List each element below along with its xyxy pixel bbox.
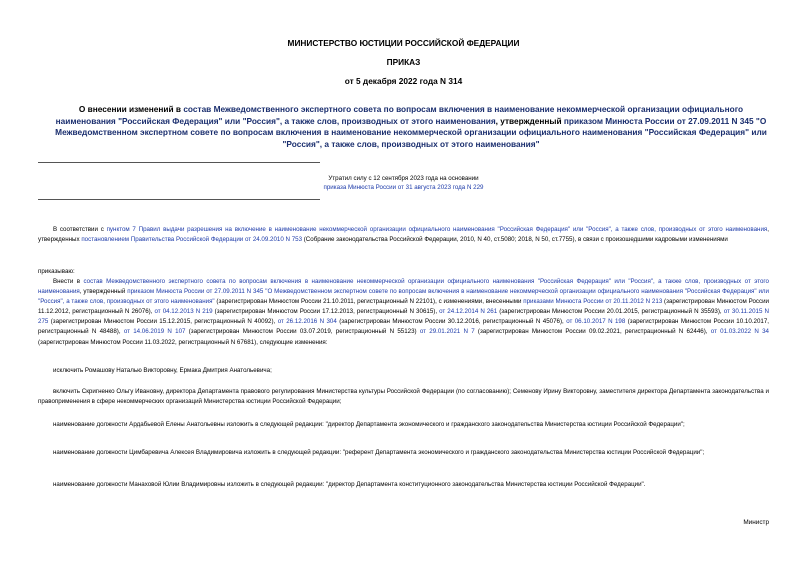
title-prefix: О внесении изменений в bbox=[78, 104, 184, 114]
main-text-5: (зарегистрирован Минюстом России 17.12.2013, регистрационный N 30615), bbox=[212, 308, 440, 316]
main-text-3: (зарегистрирован Минюстом России 21.10.2011, регистрационный N 22101), с изменениями, внесенными bbox=[214, 298, 524, 306]
main-link-order-198[interactable]: от 06.10.2017 N 198 bbox=[566, 318, 626, 326]
main-link-order-34[interactable]: от 01.03.2022 N 34 bbox=[710, 328, 769, 336]
order-word: приказываю: bbox=[38, 268, 75, 275]
main-link-order-275[interactable]: от 30.11.2015 N 275 bbox=[38, 308, 769, 326]
main-link-order-107[interactable]: от 14.06.2019 N 107 bbox=[123, 328, 186, 336]
list-item: включить Скригненко Ольгу Ивановну, директора Департамента правового регулирования Министерства культуры Российской Федерации (по согласованию); Семенову Ирину Викторовну, заместителя директора Департамента законодательства и правоприменения в сфере некоммерческих организаций Министерства юстиции Российской Федерации; bbox=[38, 388, 769, 406]
preamble-paragraph bbox=[38, 225, 769, 245]
main-text-1: Внести в bbox=[53, 278, 84, 285]
document-date-number: от 5 декабря 2022 года N 314 bbox=[344, 76, 463, 86]
document-title bbox=[50, 104, 772, 150]
main-text-8: (зарегистрирован Минюстом России 30.12.2016, регистрационный N 45076), bbox=[336, 318, 567, 326]
expiry-link[interactable]: приказа Минюста России от 31 августа 2023 года N 229 bbox=[323, 184, 484, 191]
main-text-2: , утвержденный bbox=[79, 288, 128, 296]
main-text-4: (зарегистрирован Минюстом России 11.12.2012, регистрационный N 26076), bbox=[38, 298, 769, 316]
main-link-order-261[interactable]: от 24.12.2014 N 261 bbox=[439, 308, 498, 316]
preamble-link-rules[interactable]: Правил выдачи разрешения на включение в наименование некоммерческой организации официального наименования "Российская Федерация" или "Россия", а также слов, производных от этого наименования bbox=[138, 226, 768, 233]
list-item: исключить Ромашову Наталью Викторовну, Ермака Дмитрия Анатольевича; bbox=[53, 367, 272, 374]
main-text-12: (зарегистрирован Минюстом России 11.03.2022, регистрационный N 67681), следующие изменения: bbox=[38, 338, 328, 346]
main-link-order-219[interactable]: от 04.12.2013 N 219 bbox=[154, 308, 213, 316]
title-middle: , утвержденный bbox=[495, 115, 564, 126]
main-text-10: (зарегистрирован Минюстом России 03.07.2019, регистрационный N 55123) bbox=[185, 328, 420, 336]
divider-top bbox=[38, 162, 320, 163]
main-text-6: (зарегистрирован Минюстом России 20.01.2015, регистрационный N 35593), bbox=[497, 308, 724, 316]
list-item: наименование должности Цимбаревича Алексея Владимировича изложить в следующей редакции: "референт Департамента экономического и гражданского законодательства Министерства юстиции Российской Федерации"; bbox=[53, 449, 705, 456]
title-link-council-composition[interactable]: состав Межведомственного экспертного совета по вопросам включения в наименование некоммерческой организации официального наименования "Российская Федерация" или "Россия", а также слов, производных от этого наименования bbox=[55, 104, 744, 126]
main-text-11: (зарегистрирован Минюстом России 09.02.2021, регистрационный N 62446), bbox=[474, 328, 711, 336]
ministry-name: МИНИСТЕРСТВО ЮСТИЦИИ РОССИЙСКОЙ ФЕДЕРАЦИИ bbox=[287, 38, 520, 48]
main-link-council-composition[interactable]: состав Межведомственного экспертного совета по вопросам включения в наименование некоммерческой организации официального наименования "Российская Федерация" или "Россия", а также слов, производных от этого наименования bbox=[38, 278, 769, 296]
preamble-link-resolution-753[interactable]: постановлением Правительства Российской Федерации от 24.09.2010 N 753 bbox=[81, 236, 303, 244]
preamble-text-3: , утвержденных bbox=[38, 226, 769, 244]
list-item: наименование должности Ардабьевой Елены Анатольевны изложить в следующей редакции: "директор Департамента экономического и гражданского законодательства Министерства юстиции Российской Федерации"; bbox=[53, 421, 685, 428]
preamble-text-1: В соответствии с bbox=[53, 226, 107, 233]
divider-bottom bbox=[38, 199, 320, 200]
title-link-order-345[interactable]: приказом Минюста России от 27.09.2011 N 345 "О Межведомственном экспертном совете по вопросам включения в наименование некоммерческой организации официального наименования "Российская Федерация" или "Россия", а также слов, производных от этого наименования" bbox=[55, 115, 767, 149]
main-text-7: (зарегистрирован Минюстом России 15.12.2015, регистрационный N 40092), bbox=[48, 318, 278, 326]
main-link-order-213[interactable]: приказами Минюста России от 20.11.2012 N 213 bbox=[523, 298, 663, 306]
document-type: ПРИКАЗ bbox=[386, 57, 421, 67]
list-item: наименование должности Манаховой Юлии Владимировны изложить в следующей редакции: "директор Департамента конституционного законодательства Министерства юстиции Российской Федерации". bbox=[53, 481, 646, 488]
preamble-link-point-7[interactable]: пунктом 7 bbox=[106, 226, 136, 233]
main-link-order-345[interactable]: приказом Минюста России от 27.09.2011 N 345 "О Межведомственном экспертном совете по вопросам включения в наименование некоммерческой организации официального наименования "Российская Федерация" или "Россия", а также слов, производных от этого наименования" bbox=[38, 288, 769, 306]
signature-title: Министр bbox=[743, 519, 769, 526]
expiry-note: Утратил силу с 12 сентября 2023 года на основании bbox=[328, 175, 479, 182]
main-text-9: (зарегистрирован Минюстом России 10.10.2017, регистрационный N 48488), bbox=[38, 318, 769, 336]
main-link-order-7[interactable]: от 29.01.2021 N 7 bbox=[419, 328, 475, 336]
preamble-text-4: (Собрание законодательства Российской Федерации, 2010, N 40, ст.5080; 2018, N 50, ст.7755), в связи с произошедшими кадровыми изменениями bbox=[302, 236, 728, 244]
main-paragraph bbox=[38, 277, 769, 348]
main-link-order-304[interactable]: от 26.12.2016 N 304 bbox=[277, 318, 337, 326]
